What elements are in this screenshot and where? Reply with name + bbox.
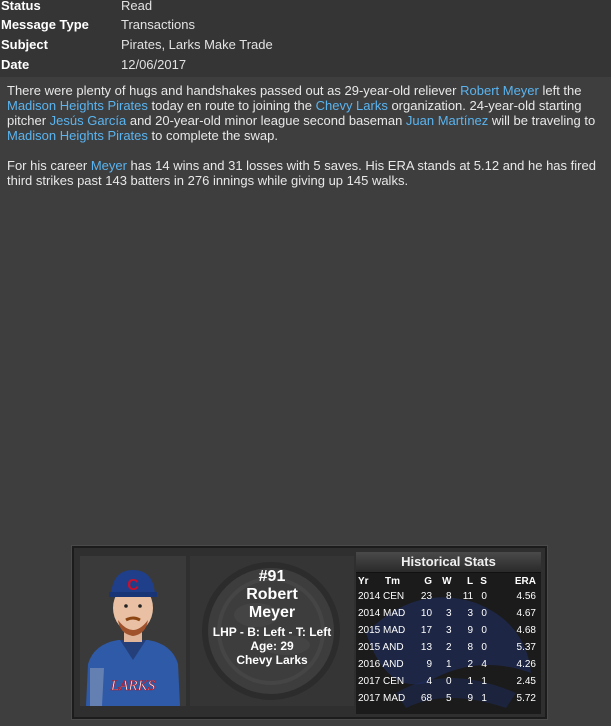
svg-text:LARKS: LARKS	[110, 678, 156, 694]
cell-year-team	[356, 622, 409, 639]
subject-value: Pirates, Larks Make Trade	[121, 37, 273, 52]
cell-year: 2017	[358, 693, 381, 704]
link-robert-meyer[interactable]: Robert Meyer	[460, 83, 539, 98]
col-header-era[interactable]: ERA	[514, 575, 536, 587]
body-text-segment: There were plenty of hugs and handshakes passed out as 29-year-old reliever	[7, 83, 461, 98]
historical-stats-panel	[356, 552, 541, 714]
stats-row	[356, 605, 541, 622]
link-juan-martinez[interactable]: Juan Martínez	[405, 113, 489, 128]
cell-team: CEN	[383, 591, 405, 602]
cell-team: CEN	[383, 676, 405, 687]
cell-era: 4.26	[516, 659, 536, 670]
stats-row	[356, 622, 541, 639]
cell-year: 2015	[358, 642, 381, 653]
link-chevy-larks[interactable]: Chevy Larks	[315, 98, 388, 113]
message-body	[7, 83, 603, 203]
subject-row	[0, 35, 611, 55]
cell-s: 0	[481, 642, 487, 653]
stats-row	[356, 656, 541, 673]
cell-g: 4	[426, 676, 433, 687]
link-madison-heights-pirates-2[interactable]: Madison Heights Pirates	[7, 128, 148, 143]
cell-w: 5	[446, 693, 452, 704]
message-type-label: Message Type	[1, 17, 89, 32]
player-photo[interactable]	[80, 556, 186, 706]
cell-team: MAD	[383, 608, 406, 619]
link-madison-heights-pirates[interactable]: Madison Heights Pirates	[7, 98, 148, 113]
historical-stats-title: Historical Stats	[356, 552, 541, 573]
body-text-segment: and 20-year-old minor league second baseman	[126, 113, 406, 128]
cell-year-team	[356, 656, 409, 673]
player-team[interactable]: Chevy Larks	[236, 653, 308, 667]
player-card	[72, 546, 547, 719]
stats-row	[356, 639, 541, 656]
cell-l: 8	[467, 642, 474, 653]
stats-row	[356, 588, 541, 605]
cell-year: 2014	[358, 591, 381, 602]
cell-w: 8	[446, 591, 452, 602]
cell-l: 1	[467, 676, 474, 687]
cell-l: 3	[467, 608, 474, 619]
cell-year-team	[356, 639, 409, 656]
status-value: Read	[121, 0, 153, 13]
player-age: Age: 29	[250, 639, 294, 653]
cell-l: 9	[467, 625, 474, 636]
historical-stats-table	[356, 574, 541, 707]
cell-w: 1	[446, 659, 452, 670]
date-label: Date	[1, 57, 30, 72]
body-text-segment: organization. 24-year-old starting pitcher	[7, 98, 582, 128]
cell-l: 2	[467, 659, 474, 670]
subject-label: Subject	[1, 37, 48, 52]
cell-s: 4	[481, 659, 487, 670]
player-info-text	[190, 568, 354, 667]
body-text-segment: For his career	[7, 158, 91, 173]
cell-w: 0	[446, 676, 452, 687]
cell-era: 5.37	[516, 642, 536, 653]
cell-s: 0	[481, 625, 487, 636]
cell-team: AND	[382, 659, 404, 670]
paragraph-trade	[7, 83, 603, 143]
cell-team: MAD	[383, 625, 406, 636]
body-text-segment: today en route to joining the	[147, 98, 316, 113]
player-number: #91	[258, 568, 286, 585]
col-header-s[interactable]: S	[480, 575, 487, 587]
cell-team: MAD	[383, 693, 406, 704]
cell-year: 2014	[358, 608, 381, 619]
player-portrait-icon	[80, 556, 186, 706]
cell-year: 2017	[358, 676, 381, 687]
link-meyer[interactable]: Meyer	[90, 158, 127, 173]
cell-year-team	[356, 690, 409, 707]
cell-year-team	[356, 673, 409, 690]
cell-g: 10	[420, 608, 433, 619]
cell-w: 2	[446, 642, 452, 653]
cell-g: 17	[420, 625, 433, 636]
cell-g: 68	[420, 693, 433, 704]
body-text-segment: left the	[538, 83, 582, 98]
cell-w: 3	[446, 625, 452, 636]
message-type-row	[0, 15, 611, 35]
cell-s: 1	[481, 676, 487, 687]
message-type-value: Transactions	[121, 17, 195, 32]
cell-era: 5.72	[516, 693, 536, 704]
player-bio: LHP - B: Left - T: Left	[212, 625, 332, 639]
col-header-g[interactable]: G	[424, 575, 433, 587]
cell-g: 9	[426, 659, 433, 670]
cell-g: 23	[420, 591, 433, 602]
cell-g: 13	[420, 642, 433, 653]
cell-era: 4.68	[516, 625, 536, 636]
body-text-segment: will be traveling to	[488, 113, 596, 128]
body-text-segment: to complete the swap.	[147, 128, 278, 143]
cell-year: 2016	[358, 659, 381, 670]
message-header	[0, 0, 611, 77]
stats-row	[356, 673, 541, 690]
svg-text:C: C	[127, 577, 139, 594]
col-header-yr[interactable]: Yr	[358, 575, 369, 587]
body-text-segment: has 14 wins and 31 losses with 5 saves. His ERA stands at 5.12 and he has fired third strikes past 143 batters in 276 innings while giving up 145 walks.	[7, 158, 596, 188]
date-value: 12/06/2017	[121, 57, 187, 72]
cell-s: 0	[481, 608, 487, 619]
player-info-panel	[190, 556, 354, 706]
cell-s: 0	[481, 591, 487, 602]
cell-era: 4.56	[516, 591, 536, 602]
cell-team: AND	[382, 642, 404, 653]
cell-l: 9	[467, 693, 474, 704]
cell-w: 3	[446, 608, 452, 619]
cell-era: 2.45	[516, 676, 536, 687]
col-header-tm[interactable]: Tm	[385, 575, 400, 587]
cell-era: 4.67	[516, 608, 536, 619]
player-last-name[interactable]: Meyer	[248, 604, 296, 621]
stats-row	[356, 690, 541, 707]
link-jesus-garcia[interactable]: Jesús García	[49, 113, 127, 128]
col-header-w[interactable]: W	[442, 575, 452, 587]
date-row	[0, 55, 611, 75]
paragraph-career	[7, 158, 603, 188]
cell-year: 2015	[358, 625, 381, 636]
cell-l: 11	[462, 591, 474, 602]
stats-header-row	[356, 574, 541, 588]
cell-year-team	[356, 605, 409, 622]
status-label: Status	[1, 0, 41, 13]
cell-s: 1	[481, 693, 487, 704]
col-header-l[interactable]: L	[466, 575, 474, 587]
player-first-name[interactable]: Robert	[246, 586, 298, 603]
status-row	[0, 0, 611, 16]
cell-year-team	[356, 588, 409, 605]
